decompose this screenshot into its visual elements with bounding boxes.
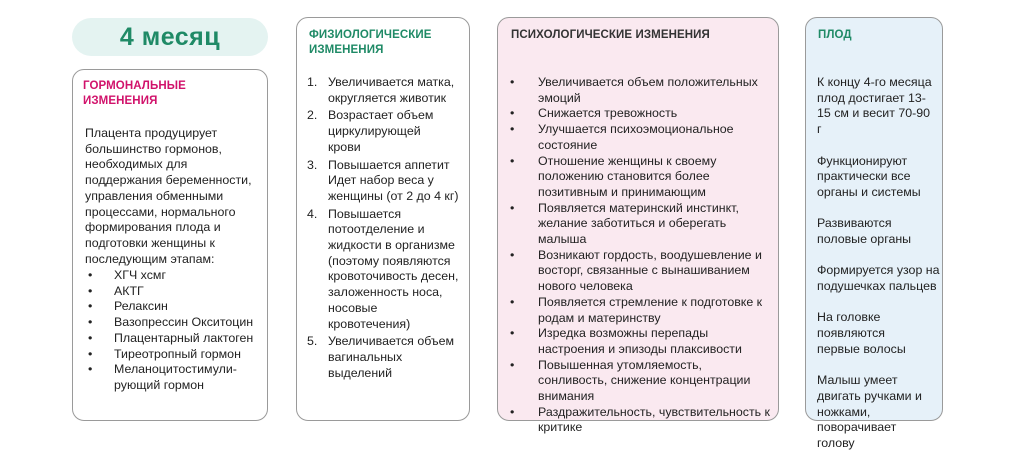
psychological-changes-title: ПСИХОЛОГИЧЕСКИЕ ИЗМЕНЕНИЯ: [511, 29, 710, 41]
month-title: 4 месяц: [119, 22, 221, 51]
list-item: Развиваются половые органы: [817, 216, 912, 246]
bullet-icon: •: [510, 122, 515, 137]
bullet-icon: •: [510, 247, 515, 262]
list-item: 1. Увеличивается матка, округляется животик: [307, 75, 455, 105]
hormone-list: [85, 268, 263, 394]
list-item: На головке появляются первые волосы: [817, 310, 906, 356]
hormone-item: • Меланоцитостимули-рующий гормон: [88, 362, 237, 392]
fetus-title: ПЛОД: [818, 29, 852, 41]
item-number: 2.: [307, 108, 318, 123]
list-item: Малыш умеет двигать ручками и ножками, поворачивает голову: [817, 373, 922, 451]
item-number: 5.: [307, 334, 318, 349]
list-item: Функционируют практически все органы и системы: [817, 153, 921, 199]
bullet-icon: •: [510, 106, 515, 121]
bullet-icon: •: [510, 294, 515, 309]
list-item: • Возникают гордость, воодушевление и восторг, связанные с вынашиванием нового человека: [510, 247, 762, 294]
bullet-icon: •: [510, 357, 515, 372]
list-item: • Изредка возможны перепады настроения и эпизоды плаксивости: [510, 326, 742, 356]
hormone-item: • Плацентарный лактоген: [88, 330, 254, 345]
physiological-changes-title: ФИЗИОЛОГИЧЕСКИЕ ИЗМЕНЕНИЯ: [309, 29, 432, 56]
list-item: 2. Возрастает объем циркулирующей крови: [307, 108, 434, 154]
hormone-item: • Тиреотропный гормон: [88, 346, 241, 361]
item-number: 4.: [307, 206, 318, 221]
bullet-icon: •: [88, 299, 93, 314]
list-item: • Раздражительность, чувствительность к критике: [510, 404, 770, 435]
hormonal-changes-card: [72, 69, 268, 421]
bullet-icon: •: [510, 404, 515, 419]
hormone-item: • ХГЧ хсмг: [88, 268, 166, 282]
psychological-changes-card: [497, 17, 779, 435]
physiological-list: [307, 75, 465, 383]
list-item: 3. Повышается аппетит Идет набор веса у женщины (от 2 до 4 кг): [307, 157, 459, 203]
bullet-icon: •: [88, 283, 93, 298]
list-item: Формируется узор на подушечках пальцев: [817, 263, 940, 294]
list-item: • Улучшается психоэмоциональное состояние: [510, 122, 734, 152]
fetus-card: [805, 17, 943, 451]
hormonal-changes-title: ГОРМОНАЛЬНЫЕ ИЗМЕНЕНИЯ: [83, 80, 186, 107]
item-number: 1.: [307, 75, 318, 89]
hormone-item: • АКТГ: [88, 283, 144, 298]
item-number: 3.: [307, 157, 318, 172]
bullet-icon: •: [510, 200, 515, 215]
bullet-icon: •: [88, 268, 93, 282]
bullet-icon: •: [510, 75, 515, 89]
psychological-list: [510, 75, 774, 436]
list-item: 5. Увеличивается объем вагинальных выделений: [307, 334, 455, 380]
list-item: • Появляется стремление к подготовке к родам и материнству: [510, 294, 763, 325]
bullet-icon: •: [88, 315, 93, 330]
list-item: • Увеличивается объем положительных эмоций: [510, 75, 758, 105]
list-item: • Появляется материнский инстинкт, желание заботиться и оберегать малыша: [510, 200, 739, 247]
bullet-icon: •: [510, 153, 515, 168]
bullet-icon: •: [88, 362, 93, 377]
list-item: • Повышенная утомляемость, сонливость, снижение концентрации внимания: [510, 357, 751, 404]
list-item: • Снижается тревожность: [510, 106, 678, 121]
month-title-badge: [72, 18, 268, 56]
list-item: К концу 4-го месяца плод достигает 13-15 см и весит 70-90 г: [817, 75, 932, 137]
bullet-icon: •: [88, 346, 93, 361]
fetus-list: [817, 75, 941, 467]
hormone-item: • Вазопрессин Окситоцин: [88, 315, 254, 330]
physiological-changes-card: [296, 17, 470, 421]
hormone-item: • Релаксин: [88, 299, 168, 314]
bullet-icon: •: [88, 330, 93, 345]
list-item: 4. Повышается потоотделение и жидкости в организме (поэтому появляются кровоточивость десен, заложенность носа, носовые кровотечения): [307, 206, 459, 331]
bullet-icon: •: [510, 326, 515, 341]
list-item: • Отношение женщины к своему положению становится более позитивным и принимающим: [510, 153, 717, 199]
hormonal-intro-text: Плацента продуцирует большинство гормонов, необходимых для поддержания беременности, управления обменными процессами, нормального формирования плода и подготовки женщины к последующим этапам:: [85, 126, 252, 266]
